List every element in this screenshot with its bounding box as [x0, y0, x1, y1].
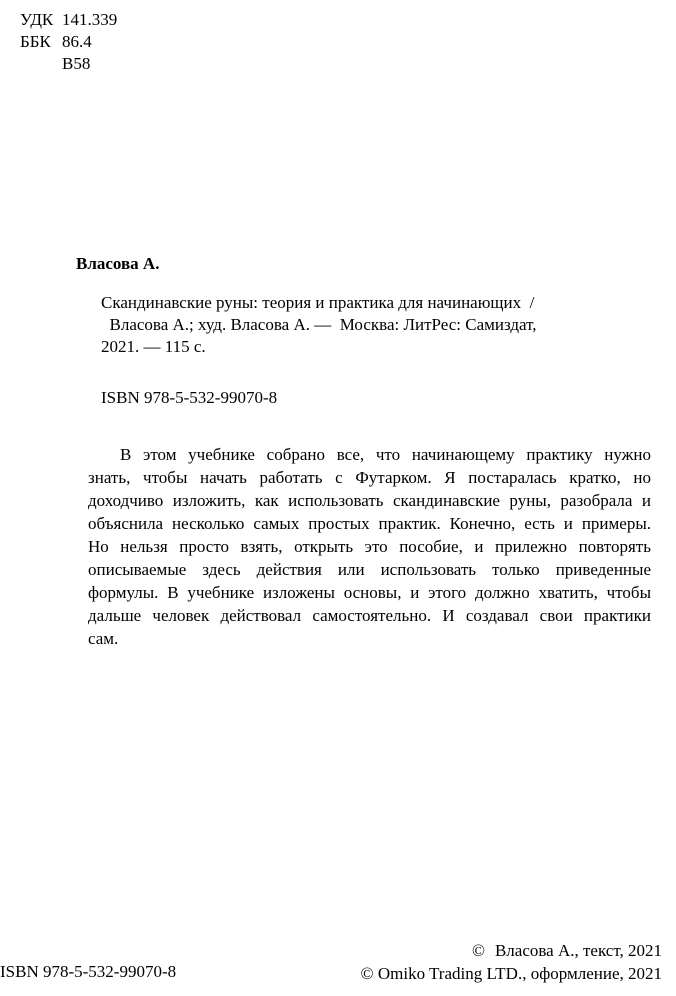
isbn-footer: ISBN 978-5-532-99070-8	[0, 962, 177, 981]
copyright-line-text	[361, 939, 662, 962]
bbk-label: ББК	[20, 32, 51, 51]
annotation	[88, 443, 651, 650]
annotation-line-4: объяснила несколько самых простых практик. Конечно, есть и примеры.	[88, 514, 651, 533]
bibliographic-description	[101, 292, 621, 358]
annotation-line-3: доходчиво изложить, как использовать скандинавские руны, разобрала и	[88, 491, 651, 510]
isbn-main: ISBN 978-5-532-99070-8	[101, 388, 278, 407]
annotation-line-6: описываемые здесь действия или использовать только приведенные	[88, 560, 651, 579]
copyright-block	[361, 939, 662, 985]
annotation-line-9: сам.	[88, 629, 119, 648]
copyright-design: Omiko Trading LTD., оформление, 2021	[377, 964, 662, 983]
copyright-line-design	[361, 962, 662, 985]
copyright-symbol: ©	[472, 941, 485, 960]
annotation-line-2: знать, чтобы начать работать с Футарком. Я постаралась кратко, но	[88, 468, 651, 487]
bbk-row	[20, 31, 117, 53]
udk-label: УДК	[20, 10, 54, 29]
copyright-text: Власова А., текст, 2021	[494, 941, 662, 960]
author-heading: Власова А.	[76, 254, 160, 273]
copyright-symbol-2: ©	[360, 964, 374, 983]
udk-value: 141.339	[62, 10, 118, 29]
annotation-line-5: Но нельзя просто взять, открыть это пособие, и прилежно повторять	[88, 537, 651, 556]
annotation-line-8: дальше человек действовал самостоятельно. И создавал свои практики	[88, 606, 651, 625]
bib-line-3: 2021. — 115 с.	[101, 337, 206, 356]
bib-line-1: Скандинавские руны: теория и практика для начинающих /	[101, 293, 535, 312]
author-mark-spacer	[20, 53, 62, 75]
author-mark: В58	[62, 54, 91, 73]
annotation-line-1: В этом учебнике собрано все, что начинающему практику нужно	[120, 445, 651, 464]
bib-line-2: Власова А.; худ. Власова А. — Москва: ЛитРес: Самиздат,	[101, 315, 537, 334]
classification-block	[20, 9, 117, 75]
bbk-value: 86.4	[62, 32, 92, 51]
udk-row	[20, 9, 117, 31]
author-mark-row	[20, 53, 117, 75]
annotation-line-7: формулы. В учебнике изложены основы, и этого должно хватить, чтобы	[88, 583, 651, 602]
